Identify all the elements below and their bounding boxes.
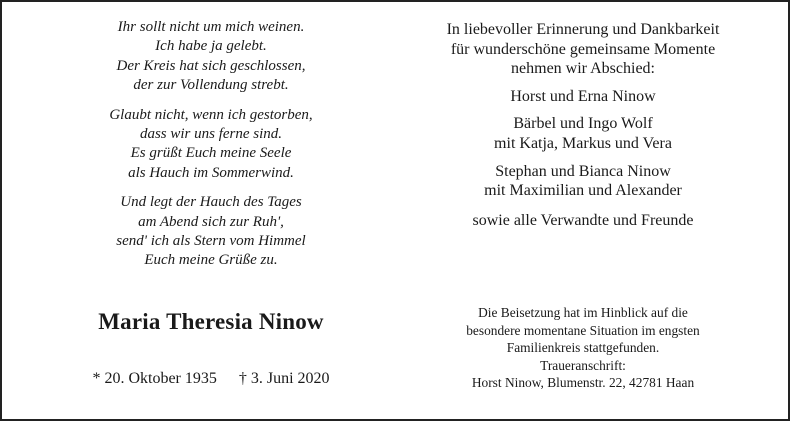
poem-line: Ihr sollt nicht um mich weinen. — [117, 19, 305, 35]
family-line: Bärbel und Ingo Wolf — [513, 115, 653, 133]
family-group-1 — [398, 87, 768, 107]
poem-line: Es grüßt Euch meine Seele — [130, 145, 292, 162]
intro-line: In liebevoller Erinnerung und Dankbarkeit — [446, 21, 720, 38]
family-line: mit Maximilian und Alexander — [484, 182, 682, 200]
mourners — [398, 20, 768, 238]
address-label: Traueranschrift: — [540, 357, 626, 373]
deceased-name: Maria Theresia Ninow — [98, 309, 324, 334]
poem-line: der zur Vollendung strebt. — [133, 77, 289, 94]
poem-line: Und legt der Hauch des Tages — [120, 194, 302, 211]
intro-line: nehmen wir Abschied: — [511, 60, 655, 78]
poem-line: Ich habe ja gelebt. — [155, 38, 267, 55]
funeral-notice — [398, 304, 768, 392]
funeral-line: Die Beisetzung hat im Hinblick auf die — [478, 305, 688, 320]
poem-stanza-3 — [50, 193, 372, 271]
intro-line: für wunderschöne gemeinsame Momente — [450, 40, 716, 58]
poem — [50, 18, 372, 281]
farewell-intro — [398, 20, 768, 79]
closing-line: sowie alle Verwandte und Freunde — [472, 211, 694, 229]
poem-line: als Hauch im Sommerwind. — [128, 164, 294, 181]
poem-line: send' ich als Stern vom Himmel — [116, 233, 306, 250]
poem-line: Euch meine Grüße zu. — [144, 252, 278, 269]
relatives-closing — [398, 211, 768, 231]
mourning-address: Horst Ninow, Blumenstr. 22, 42781 Haan — [471, 375, 695, 390]
family-line: mit Katja, Markus und Vera — [494, 134, 672, 152]
life-dates — [50, 370, 372, 388]
funeral-line: Familienkreis stattgefunden. — [506, 340, 660, 355]
poem-stanza-2 — [50, 106, 372, 184]
family-group-3 — [398, 162, 768, 201]
family-group-2 — [398, 114, 768, 153]
poem-line: Der Kreis hat sich geschlossen, — [116, 57, 306, 74]
poem-line: Glaubt nicht, wenn ich gestorben, — [109, 106, 313, 123]
poem-stanza-1 — [50, 18, 372, 96]
poem-line: am Abend sich zur Ruh', — [138, 213, 284, 230]
funeral-line: besondere momentane Situation im engsten — [466, 322, 700, 338]
family-line: Horst und Erna Ninow — [510, 87, 656, 105]
poem-line: dass wir uns ferne sind. — [139, 126, 283, 143]
birth-date: * 20. Oktober 1935 — [92, 370, 217, 387]
death-date: † 3. Juni 2020 — [238, 370, 330, 387]
family-line: Stephan und Bianca Ninow — [495, 162, 671, 180]
